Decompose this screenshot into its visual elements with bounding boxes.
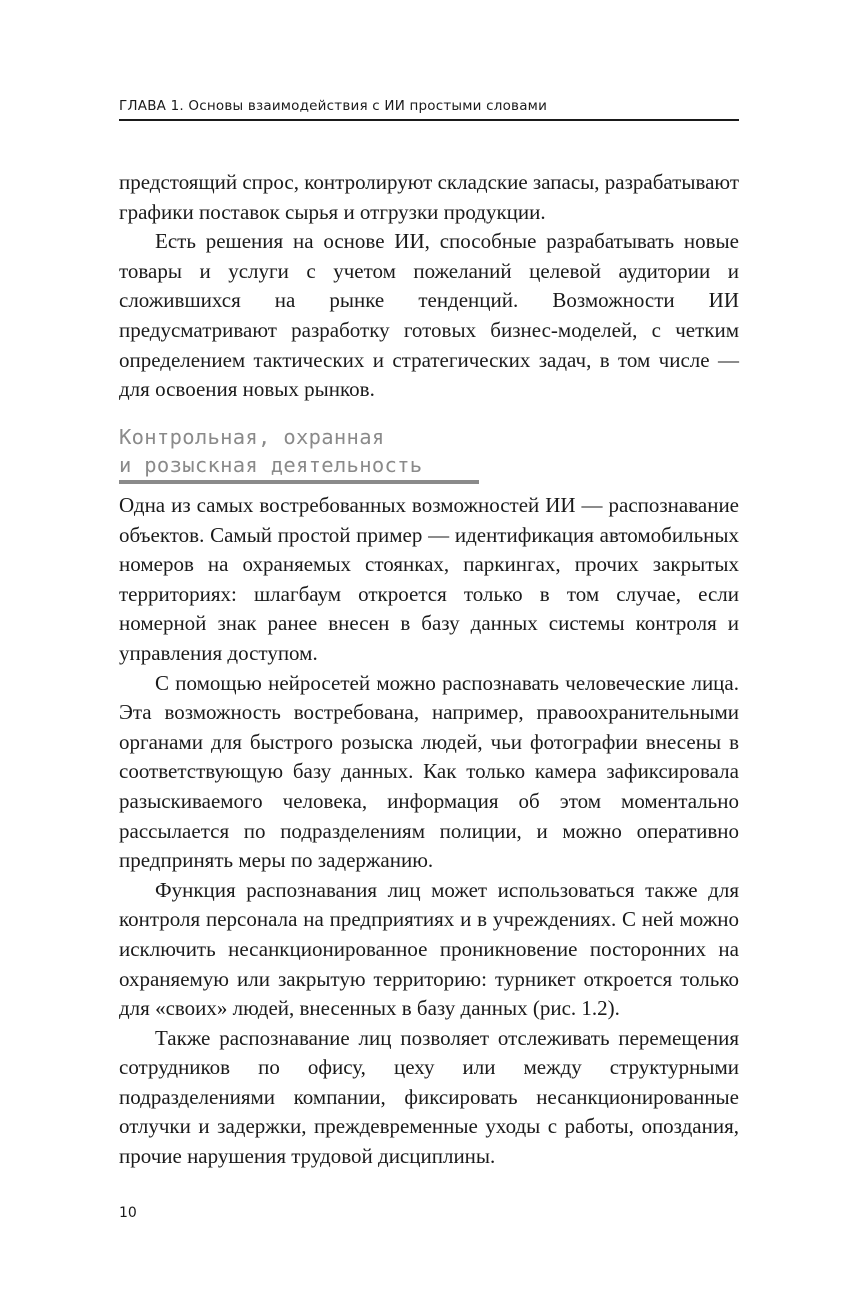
section-heading — [119, 423, 479, 484]
text-block-after-section — [119, 491, 739, 1172]
text-block-before-section — [119, 168, 739, 405]
section-heading-line-1: Контрольная, охранная — [119, 425, 385, 449]
section-heading-line-2: и розыскная деятельность — [119, 453, 423, 477]
book-page — [119, 0, 739, 1311]
chapter-title: ГЛАВА 1. Основы взаимодействия с ИИ простыми словами — [119, 98, 548, 114]
paragraph: Есть решения на основе ИИ, способные разрабатывать новые товары и услуги с учетом пожеланий целевой аудитории и сложившихся на рынке тенденций. Возможности ИИ предусматривают разработку готовых бизнес-моделей, с четким определением тактических и стратегических задач, в том числе — для освоения новых рынков. — [119, 229, 739, 402]
paragraph: Одна из самых востребованных возможностей ИИ — распознавание объектов. Самый простой пример — идентификация автомобильных номеров на охраняемых стоянках, паркингах, прочих закрытых территориях: шлагбаум откроется только в том случае, если номерной знак ранее внесен в базу данных системы контроля и управления доступом. — [119, 493, 739, 665]
paragraph: Также распознавание лиц позволяет отслеживать перемещения сотрудников по офису, цеху или между структурными подразделениями компании, фиксировать несанкционированные отлучки и задержки, преждевременные уходы с работы, опоздания, прочие нарушения трудовой дисциплины. — [119, 1025, 739, 1169]
paragraph: С помощью нейросетей можно распознавать человеческие лица. Эта возможность востребована, например, правоохранительными органами для быстрого розыска людей, чьи фотографии внесены в соответствующую базу данных. Как только камера зафиксировала разыскиваемого человека, информация об этом моментально рассылается по подразделениям полиции, и можно оперативно предпринять меры по задержанию. — [119, 670, 739, 873]
section-heading-underline — [119, 480, 479, 484]
page-number: 10 — [119, 1205, 137, 1221]
running-header — [119, 97, 739, 121]
paragraph-continuation: предстоящий спрос, контролируют складские запасы, разрабатывают графики поставок сырья и отгрузки продукции. — [119, 170, 739, 224]
paragraph: Функция распознавания лиц может использоваться также для контроля персонала на предприятиях и в учреждениях. С ней можно исключить несанкционированное проникновение посторонних на охраняемую или закрытую территорию: турникет откроется только для «своих» людей, внесенных в базу данных (рис. 1.2). — [119, 877, 739, 1021]
